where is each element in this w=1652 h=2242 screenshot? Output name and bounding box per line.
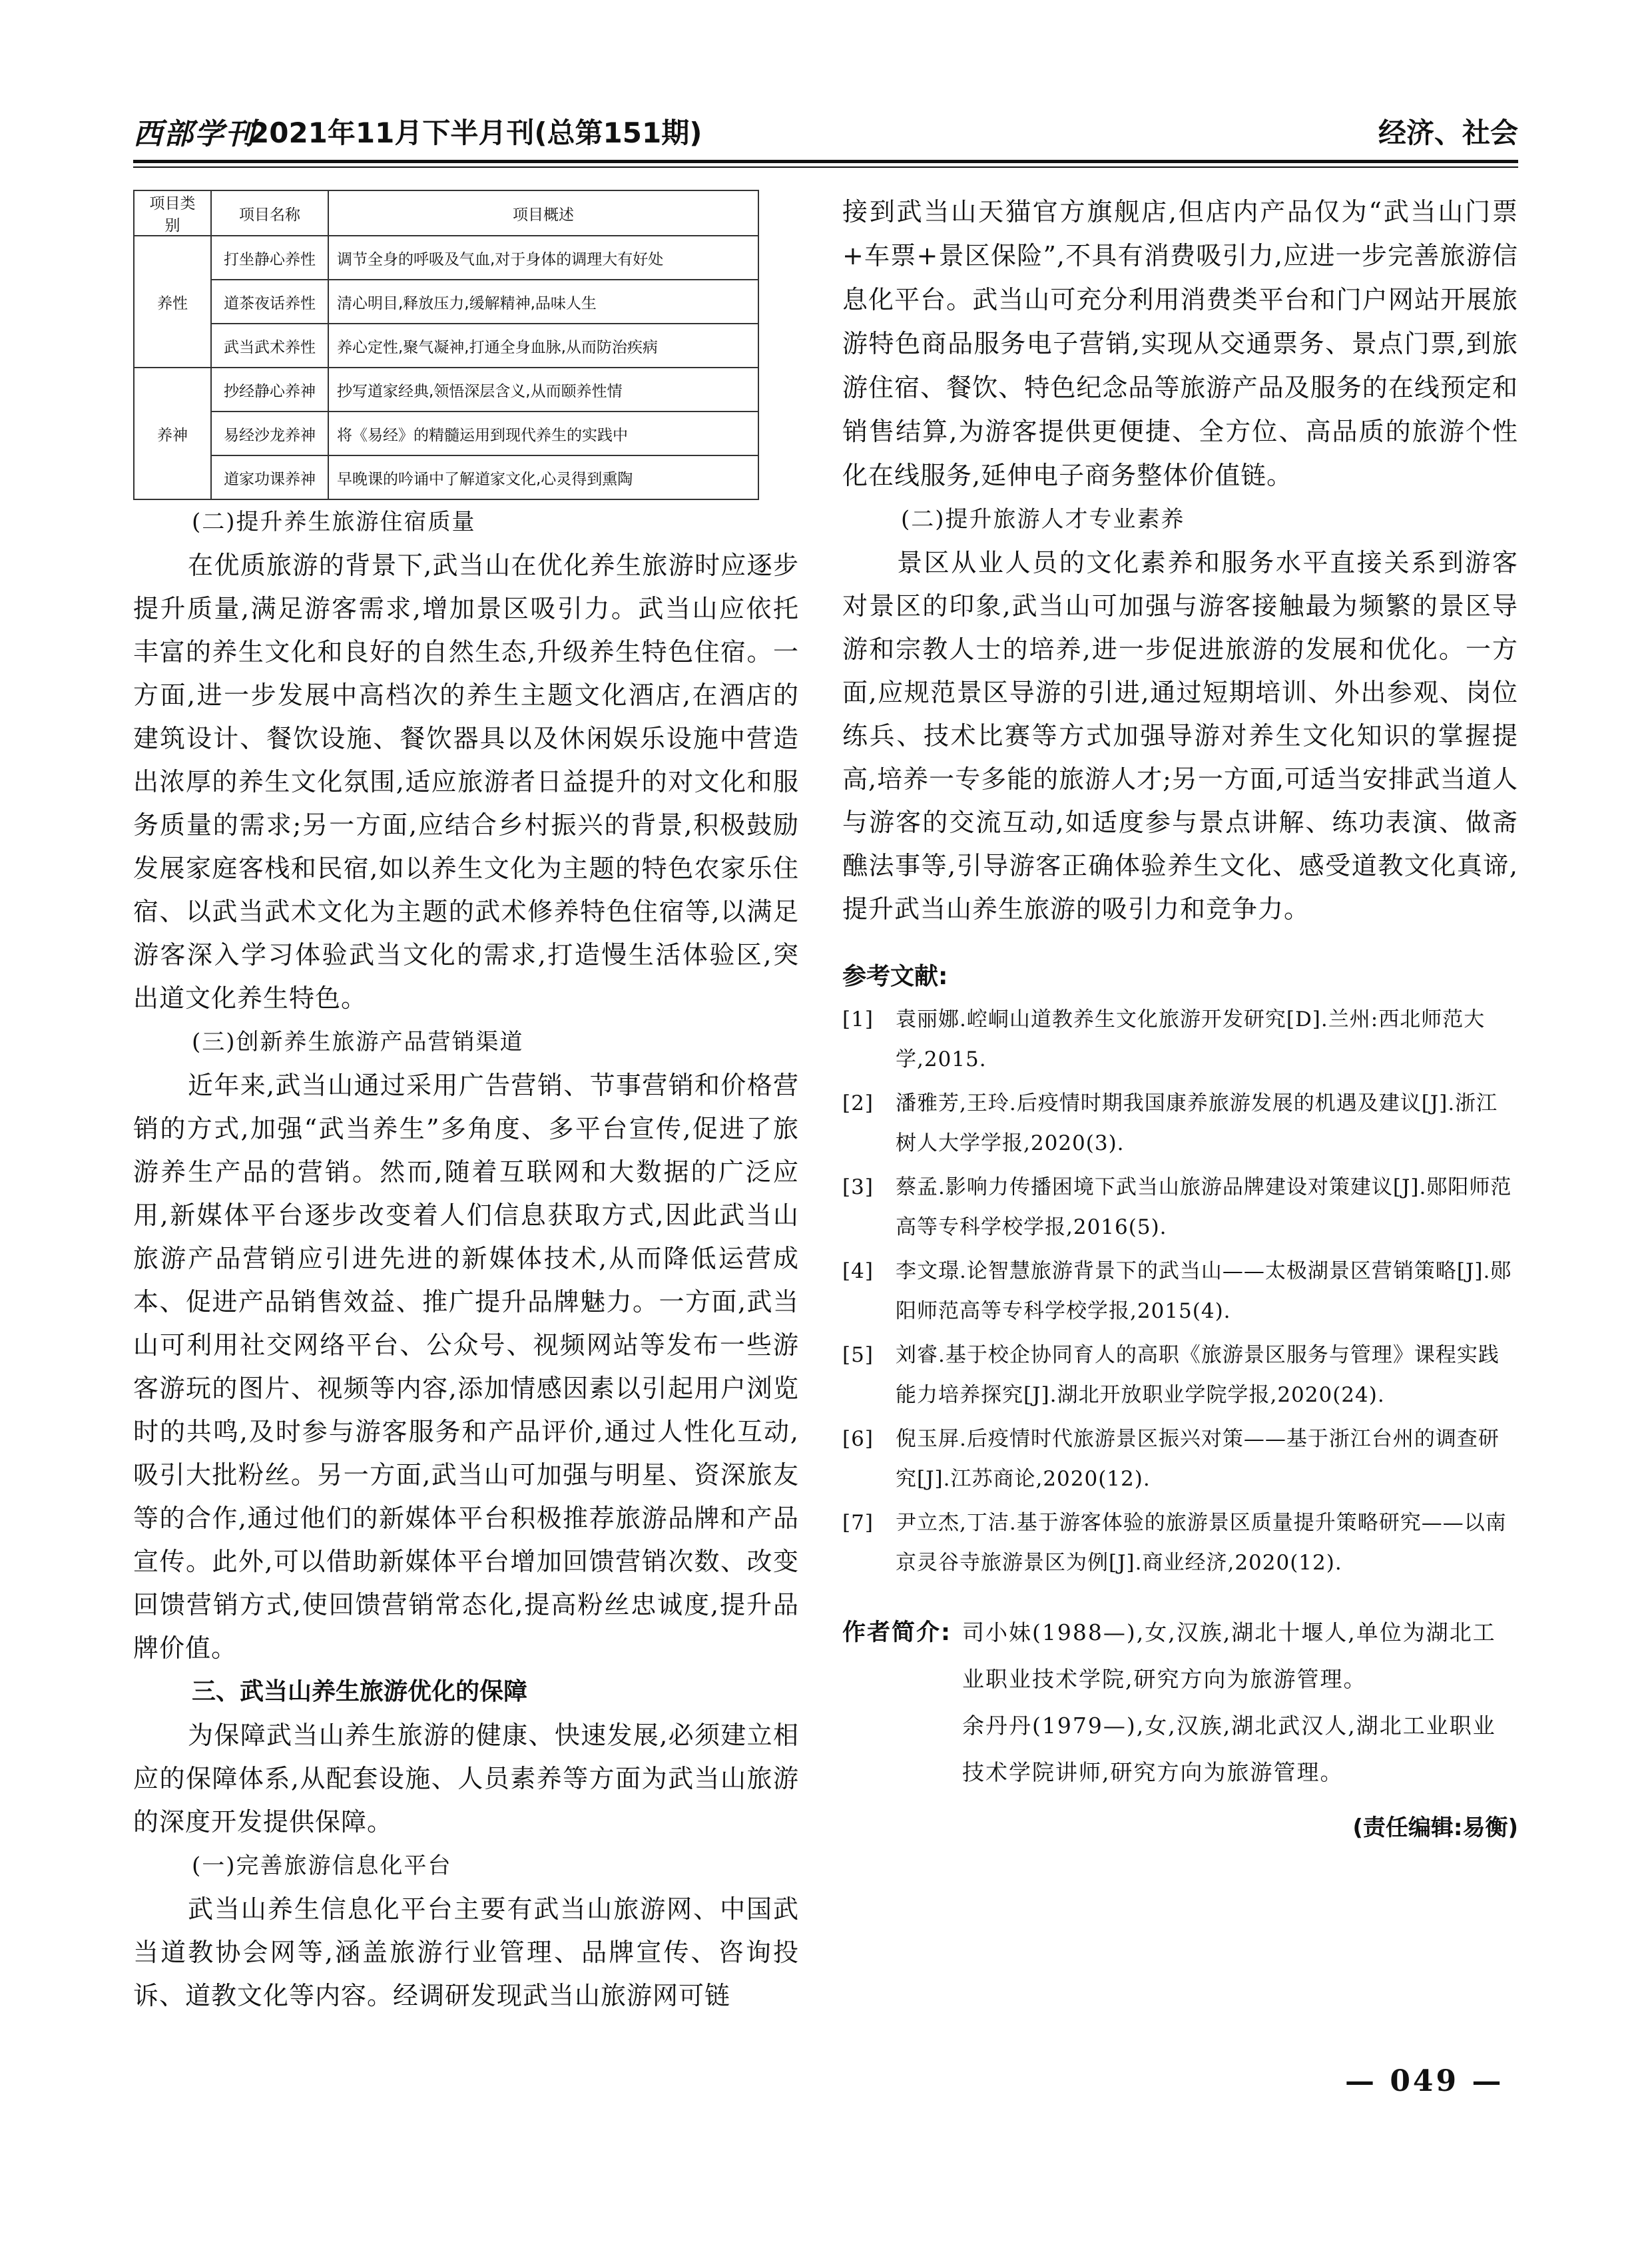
subsection-heading: (二)提升养生旅游住宿质量 (192, 509, 476, 535)
reference-number: [3] (842, 1175, 874, 1199)
table-row (134, 324, 758, 368)
table-cell: 清心明目,释放压力,缓解精神,品味人生 (328, 280, 758, 324)
table-header: 项目名称 (211, 190, 328, 236)
table-cell: 武当武术养性 (211, 324, 328, 368)
reference-number: [2] (842, 1091, 874, 1115)
table-category: 养神 (134, 368, 211, 499)
reference-number: [4] (842, 1259, 874, 1283)
subsection-heading: (一)完善旅游信息化平台 (192, 1852, 452, 1879)
page-number: — 049 — (1345, 2064, 1504, 2098)
reference-item (842, 1251, 1518, 1331)
table-cell: 早晚课的吟诵中了解道家文化,心灵得到熏陶 (328, 455, 758, 499)
issue-info: 2021年11月下半月刊(总第151期) (250, 117, 702, 149)
section-title: 经济、社会 (1378, 117, 1518, 149)
page-header (133, 110, 1518, 156)
author-bio: 司小妹(1988—),女,汉族,湖北十堰人,单位为湖北工业职业技术学院,研究方向为旅游管理。 (962, 1619, 1496, 1692)
table-cell: 抄写道家经典,领悟深层含义,从而颐养性情 (328, 368, 758, 412)
author-body (962, 1609, 1518, 1796)
reference-number: [1] (842, 1007, 874, 1031)
author-label: 作者简介: (842, 1619, 952, 1646)
table-row (134, 368, 758, 412)
reference-number: [7] (842, 1511, 874, 1535)
reference-text: 倪玉屏.后疫情时代旅游景区振兴对策——基于浙江台州的调查研究[J].江苏商论,2020(12). (896, 1427, 1500, 1491)
table-cell: 将《易经》的精髓运用到现代养生的实践中 (328, 412, 758, 455)
left-column (133, 190, 799, 2018)
subsection-heading: (二)提升旅游人才专业素养 (901, 506, 1185, 533)
journal-masthead: 西部学刊 (133, 117, 256, 151)
body-paragraph: 景区从业人员的文化素养和服务水平直接关系到游客对景区的印象,武当山可加强与游客接触最为频繁的景区导游和宗教人士的培养,进一步促进旅游的发展和优化。一方面,应规范景区导游的引进,通过短期培训、外出参观、岗位练兵、技术比赛等方式加强导游对养生文化知识的掌握提高,培养一专多能的旅游人才;另一方面,可适当安排武当道人与游客的交流互动,如适度参与景点讲解、练功表演、做斋醮法事等,引导游客正确体验养生文化、感受道教文化真谛,提升武当山养生旅游的吸引力和竞争力。 (842, 548, 1518, 924)
table-row (134, 280, 758, 324)
reference-text: 尹立杰,丁洁.基于游客体验的旅游景区质量提升策略研究——以南京灵谷寺旅游景区为例[J].商业经济,2020(12). (896, 1511, 1507, 1575)
table-header: 项目概述 (328, 190, 758, 236)
header-rule-thick (133, 160, 1518, 163)
references-title: 参考文献: (842, 963, 948, 990)
author-info (842, 1609, 1518, 1796)
reference-item (842, 1167, 1518, 1247)
section-heading: 三、武当山养生旅游优化的保障 (192, 1678, 528, 1705)
author-row (842, 1609, 1518, 1796)
responsible-editor: (责任编辑:易衡) (1352, 1815, 1518, 1841)
table-header: 项目类别 (134, 190, 211, 236)
table-cell: 养心定性,聚气凝神,打通全身血脉,从而防治疾病 (328, 324, 758, 368)
references-list (842, 999, 1518, 1583)
reference-item (842, 1083, 1518, 1163)
author-bio: 余丹丹(1979—),女,汉族,湖北武汉人,湖北工业职业技术学院讲师,研究方向为旅游管理。 (962, 1713, 1496, 1785)
reference-text: 潘雅芳,王玲.后疫情时期我国康养旅游发展的机遇及建议[J].浙江树人大学学报,2020(3). (896, 1091, 1498, 1155)
table-cell: 抄经静心养神 (211, 368, 328, 412)
right-column (842, 190, 1518, 1842)
reference-text: 袁丽娜.崆峒山道教养生文化旅游开发研究[D].兰州:西北师范大学,2015. (896, 1007, 1486, 1071)
body-paragraph: 在优质旅游的背景下,武当山在优化养生旅游时应逐步提升质量,满足游客需求,增加景区吸引力。武当山应依托丰富的养生文化和良好的自然生态,升级养生特色住宿。一方面,进一步发展中高档次的养生主题文化酒店,在酒店的建筑设计、餐饮设施、餐饮器具以及休闲娱乐设施中营造出浓厚的养生文化氛围,适应旅游者日益提升的对文化和服务质量的需求;另一方面,应结合乡村振兴的背景,积极鼓励发展家庭客栈和民宿,如以养生文化为主题的特色农家乐住宿、以武当武术文化为主题的武术修养特色住宿等,以满足游客深入学习体验武当文化的需求,打造慢生活体验区,突出道文化养生特色。 (133, 551, 799, 1013)
table-row (134, 236, 758, 280)
reference-item (842, 1503, 1518, 1583)
reference-text: 李文璟.论智慧旅游背景下的武当山——太极湖景区营销策略[J].郧阳师范高等专科学校学报,2015(4). (896, 1259, 1512, 1323)
table-row (134, 455, 758, 499)
table-cell: 道茶夜话养性 (211, 280, 328, 324)
table-cell: 易经沙龙养神 (211, 412, 328, 455)
body-paragraph: 武当山养生信息化平台主要有武当山旅游网、中国武当道教协会网等,涵盖旅游行业管理、品牌宣传、咨询投诉、道教文化等内容。经调研发现武当山旅游网可链 (133, 1894, 799, 2010)
reference-text: 刘睿.基于校企协同育人的高职《旅游景区服务与管理》课程实践能力培养探究[J].湖北开放职业学院学报,2020(24). (896, 1343, 1500, 1407)
reference-item (842, 1335, 1518, 1415)
table-category: 养性 (134, 236, 211, 368)
body-paragraph: 近年来,武当山通过采用广告营销、节事营销和价格营销的方式,加强“武当养生”多角度、多平台宣传,促进了旅游养生产品的营销。然而,随着互联网和大数据的广泛应用,新媒体平台逐步改变着人们信息获取方式,因此武当山旅游产品营销应引进先进的新媒体技术,从而降低运营成本、促进产品销售效益、推广提升品牌魅力。一方面,武当山可利用社交网络平台、公众号、视频网站等发布一些游客游玩的图片、视频等内容,添加情感因素以引起用户浏览时的共鸣,及时参与游客服务和产品评价,通过人性化互动,吸引大批粉丝。另一方面,武当山可加强与明星、资深旅友等的合作,通过他们的新媒体平台积极推荐旅游品牌和产品宣传。此外,可以借助新媒体平台增加回馈营销次数、改变回馈营销方式,使回馈营销常态化,提高粉丝忠诚度,提升品牌价值。 (133, 1071, 799, 1663)
project-table (133, 190, 759, 500)
table-cell: 调节全身的呼吸及气血,对于身体的调理大有好处 (328, 236, 758, 280)
table-cell: 道家功课养神 (211, 455, 328, 499)
reference-item (842, 999, 1518, 1079)
body-paragraph: 为保障武当山养生旅游的健康、快速发展,必须建立相应的保障体系,从配套设施、人员素养等方面为武当山旅游的深度开发提供保障。 (133, 1721, 799, 1836)
table-row (134, 412, 758, 455)
subsection-heading: (三)创新养生旅游产品营销渠道 (192, 1029, 524, 1055)
reference-text: 蔡孟.影响力传播困境下武当山旅游品牌建设对策建议[J].郧阳师范高等专科学校学报,2016(5). (896, 1175, 1512, 1239)
reference-number: [6] (842, 1427, 874, 1451)
reference-number: [5] (842, 1343, 874, 1367)
reference-item (842, 1419, 1518, 1499)
body-paragraph: 接到武当山天猫官方旗舰店,但店内产品仅为“武当山门票+车票+景区保险”,不具有消费吸引力,应进一步完善旅游信息化平台。武当山可充分利用消费类平台和门户网站开展旅游特色商品服务电子营销,实现从交通票务、景点门票,到旅游住宿、餐饮、特色纪念品等旅游产品及服务的在线预定和销售结算,为游客提供更便捷、全方位、高品质的旅游个性化在线服务,延伸电子商务整体价值链。 (842, 197, 1518, 490)
table-header-row (134, 190, 758, 236)
header-rule-thin (133, 166, 1518, 168)
table-cell: 打坐静心养性 (211, 236, 328, 280)
